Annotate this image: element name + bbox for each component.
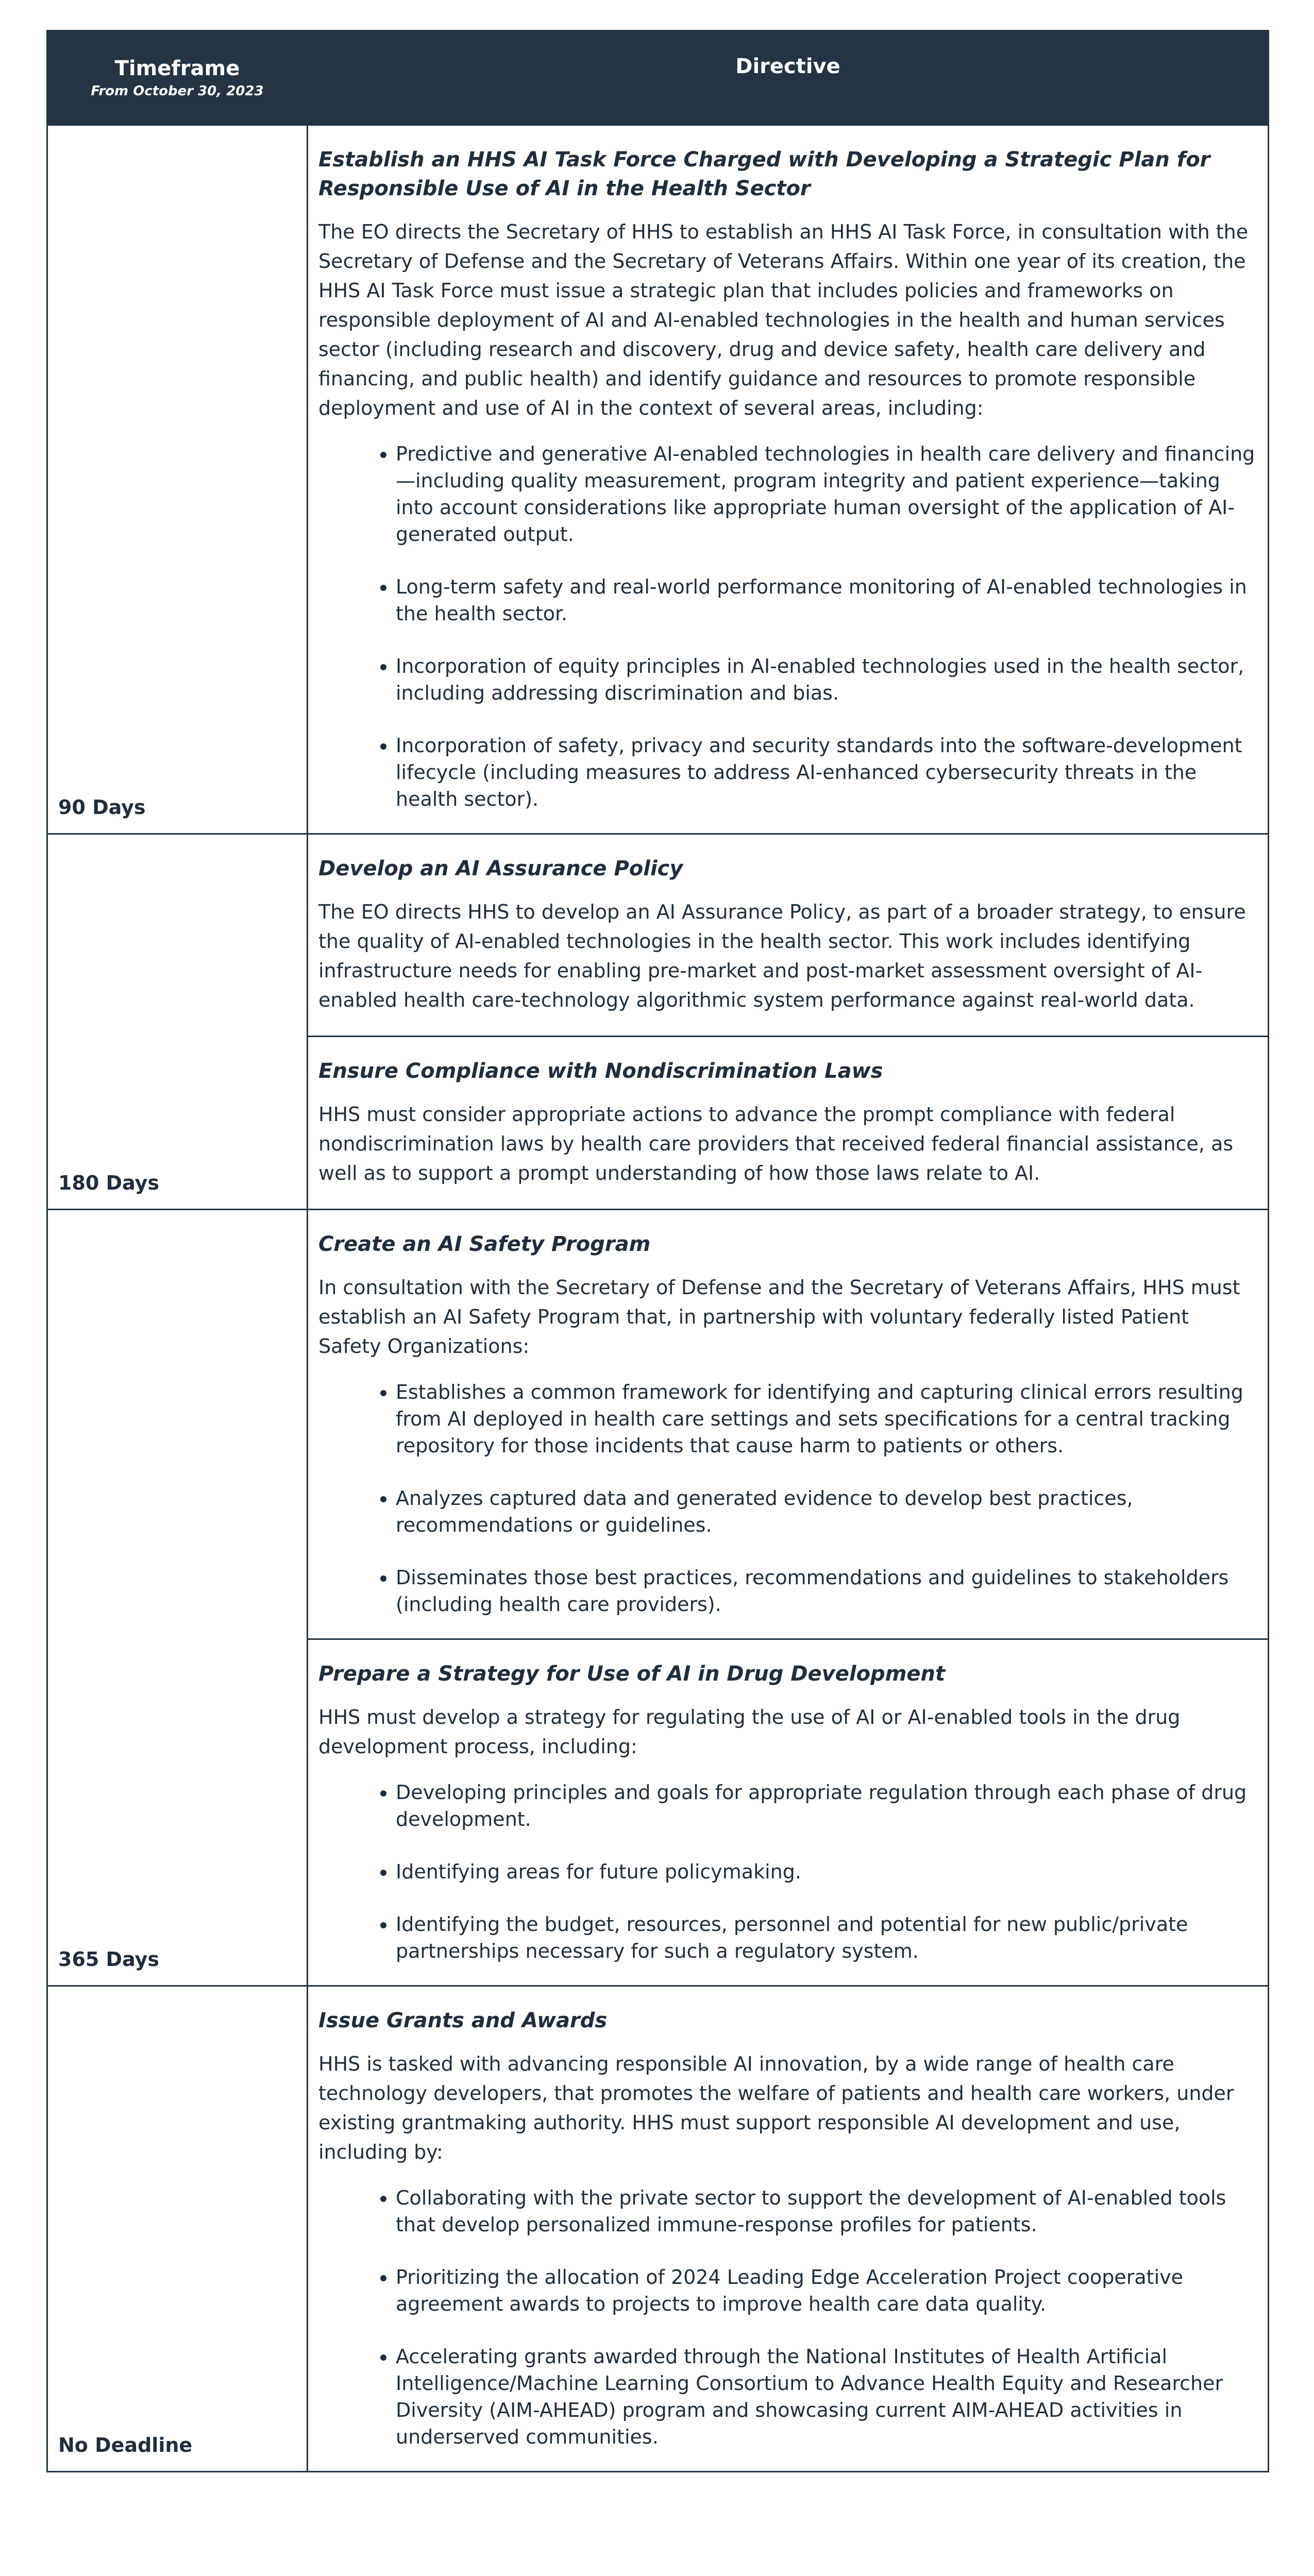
- timeframe-cell: 90 Days: [47, 125, 308, 834]
- timeframe-cell: No Deadline: [47, 1986, 308, 2472]
- directive-body: The EO directs HHS to develop an AI Assurance Policy, as part of a broader strategy, to ensure the quality of AI-enabled technologies in the health sector. This work includes identifying infrastructure needs for enabling pre-market and post-market assessment oversight of AI-enabled health care-technology algorithmic system performance against real-world data.: [318, 901, 1246, 1011]
- directive-cell: [308, 125, 1269, 834]
- directive-cell: [308, 1210, 1269, 1639]
- directive-bullet-list: [318, 440, 1257, 812]
- directive-body: HHS must develop a strategy for regulating the use of AI or AI-enabled tools in the drug development process, including:: [318, 1706, 1181, 1758]
- directive-bullet-list: [318, 1379, 1257, 1618]
- directive-title: Issue Grants and Awards: [318, 2009, 608, 2032]
- timeframe-header-subtitle: From October 30, 2023: [91, 83, 264, 99]
- list-item: • Identifying areas for future policymaking.: [396, 1858, 1257, 1885]
- directive-bullet-list: [318, 2184, 1257, 2450]
- list-item: • Analyzes captured data and generated evidence to develop best practices, recommendations or guidelines.: [396, 1485, 1257, 1538]
- directives-table: [46, 30, 1269, 2472]
- list-item: • Accelerating grants awarded through the National Institutes of Health Artificial Intelligence/Machine Learning Consortium to Advance Health Equity and Researcher Diversity (AIM-AHEAD) program and showcasing current AIM-AHEAD activities in underserved communities.: [396, 2343, 1257, 2450]
- timeframe-header: [47, 31, 308, 125]
- table-row: [47, 834, 1269, 1037]
- list-item: • Predictive and generative AI-enabled technologies in health care delivery and financing—including quality measurement, program integrity and patient experience—taking into account considerations like appropriate human oversight of the application of AI-generated output.: [396, 440, 1257, 548]
- directive-cell: [308, 1639, 1269, 1986]
- table-row: [47, 1210, 1269, 1639]
- list-item: • Incorporation of safety, privacy and security standards into the software-development lifecycle (including measures to address AI-enhanced cybersecurity threats in the health sector).: [396, 732, 1257, 812]
- directive-cell: [308, 1037, 1269, 1210]
- directive-cell: [308, 834, 1269, 1037]
- table-header: [47, 31, 1269, 125]
- list-item: • Establishes a common framework for identifying and capturing clinical errors resulting from AI deployed in health care settings and sets specifications for a central tracking repository for those incidents that cause harm to patients or others.: [396, 1379, 1257, 1459]
- timeframe-header-label: Timeframe: [114, 57, 240, 80]
- timeframe-cell: 365 Days: [47, 1210, 308, 1986]
- table-row: [47, 1986, 1269, 2472]
- directive-header: [308, 31, 1269, 125]
- directive-title: Prepare a Strategy for Use of AI in Drug Development: [318, 1662, 946, 1686]
- directive-header-label: Directive: [735, 55, 840, 78]
- list-item: • Disseminates those best practices, recommendations and guidelines to stakeholders (including health care providers).: [396, 1564, 1257, 1618]
- list-item: • Prioritizing the allocation of 2024 Leading Edge Acceleration Project cooperative agreement awards to projects to improve health care data quality.: [396, 2264, 1257, 2317]
- directive-title: Develop an AI Assurance Policy: [318, 857, 683, 880]
- list-item: • Developing principles and goals for appropriate regulation through each phase of drug development.: [396, 1779, 1257, 1833]
- list-item: • Long-term safety and real-world performance monitoring of AI-enabled technologies in the health sector.: [396, 573, 1257, 627]
- table-body: [47, 125, 1269, 2472]
- directive-body: In consultation with the Secretary of Defense and the Secretary of Veterans Affairs, HHS must establish an AI Safety Program that, in partnership with voluntary federally listed Patient Safety Organizations:: [318, 1276, 1240, 1358]
- list-item: • Collaborating with the private sector to support the development of AI-enabled tools that develop personalized immune-response profiles for patients.: [396, 2184, 1257, 2238]
- directive-body: The EO directs the Secretary of HHS to establish an HHS AI Task Force, in consultation with the Secretary of Defense and the Secretary of Veterans Affairs. Within one year of its creation, the HHS AI Task Force must issue a strategic plan that includes policies and frameworks on responsible deployment of AI and AI-enabled technologies in the health and human services sector (including research and discovery, drug and device safety, health care delivery and financing, and public health) and identify guidance and resources to promote responsible deployment and use of AI in the context of several areas, including:: [318, 221, 1249, 419]
- table-row: [47, 125, 1269, 834]
- directive-body: HHS must consider appropriate actions to advance the prompt compliance with federal nondiscrimination laws by health care providers that received federal financial assistance, as well as to support a prompt understanding of how those laws relate to AI.: [318, 1103, 1234, 1184]
- directive-title: Create an AI Safety Program: [318, 1232, 651, 1256]
- list-item: • Incorporation of equity principles in AI-enabled technologies used in the health sector, including addressing discrimination and bias.: [396, 653, 1257, 706]
- directive-title: Ensure Compliance with Nondiscrimination Laws: [318, 1059, 883, 1083]
- directive-bullet-list: [318, 1779, 1257, 1964]
- directive-cell: [308, 1986, 1269, 2472]
- list-item: • Identifying the budget, resources, personnel and potential for new public/private partnerships necessary for such a regulatory system.: [396, 1911, 1257, 1964]
- directive-body: HHS is tasked with advancing responsible AI innovation, by a wide range of health care technology developers, that promotes the welfare of patients and health care workers, under existing grantmaking authority. HHS must support responsible AI development and use, including by:: [318, 2053, 1234, 2163]
- directive-title: Establish an HHS AI Task Force Charged with Developing a Strategic Plan for Responsible Use of AI in the Health Sector: [318, 148, 1210, 200]
- timeframe-cell: 180 Days: [47, 834, 308, 1210]
